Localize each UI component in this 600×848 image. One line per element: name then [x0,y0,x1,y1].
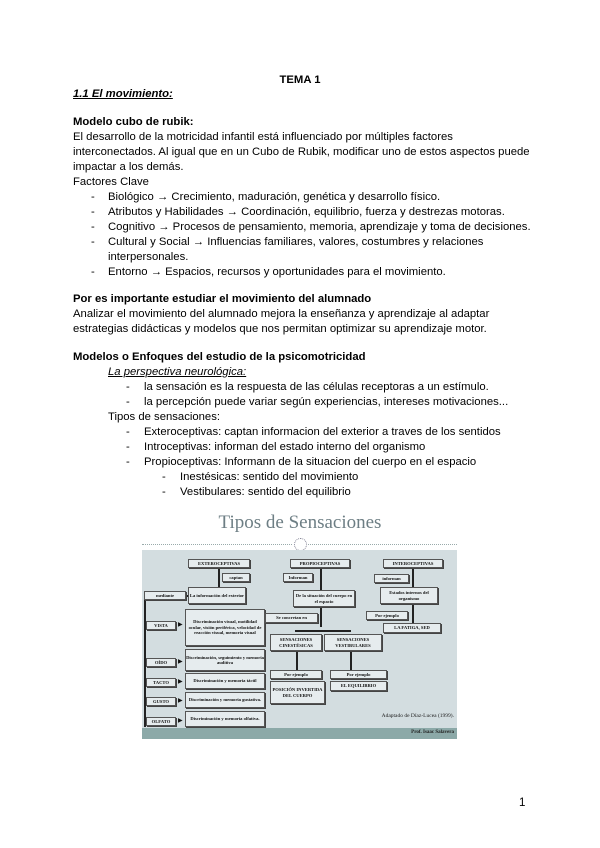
factor-item: Biológico → Crecimiento, maduración, genética y desarrollo físico. [108,191,441,203]
sense-desc-box: Discriminación y memoria olfativa. [185,711,265,727]
info-exterior-box: La información del exterior [188,587,246,604]
mediante-box: mediante [144,591,186,600]
vestibulares-box: SENSACIONES VESTIBULARES [324,634,382,651]
example-box: Por ejemplo [366,611,408,620]
diagram-title: Tipos de Sensaciones [218,512,382,533]
posicion-box: POSICIÓN INVERTIDA DEL CUERPO [270,681,325,704]
subtype-item: Inestésicas: sentido del movimiento [180,471,359,483]
situacion-box: De la situación del cuerpo en el espacio [293,590,355,607]
paragraph-line: interconectados. Al igual que en un Cubo de Rubik, modificar uno de estos aspectos puede [73,146,530,158]
paragraph-line: estrategias didácticas y modelos que nos permitan optimizar su aprendizaje motor. [73,323,487,335]
intero-box: INTEROCEPTIVAS [383,559,443,568]
types-label: Tipos de sensaciones: [108,411,220,423]
factors-label: Factores Clave [73,176,149,188]
divider [308,544,457,545]
factor-item: Entorno → Espacios, recursos y oportunidades para el movimiento. [108,266,446,278]
arrow-icon: ▶ [178,659,183,665]
cinestesicas-box: SENSACIONES CINESTÉSICAS [270,634,322,651]
example-box: Por ejemplo [270,670,322,679]
bullet-dash: - [91,221,95,233]
concretan-box: Se concretan en [265,613,318,623]
diagram-footer-bar [142,728,457,739]
subtype-item: Vestibulares: sentido del equilibrio [180,486,351,498]
connector [218,568,220,587]
connector [320,568,322,590]
diagram-credit: Adaptado de Díaz-Lucea (1999). [381,713,454,719]
sense-desc-box: Discriminación y memoria táctil [185,673,265,689]
connector [412,604,414,623]
diagram-footer-text: Prof. Isaac Salavera [411,730,454,735]
factor-item: Atributos y Habilidades → Coordinación, equilibrio, fuerza y destrezas motoras. [108,206,505,218]
page-number: 1 [519,797,526,809]
type-item: Introceptivas: informan del estado interno del organismo [144,441,426,453]
arrow-icon: ▶ [178,679,183,685]
bullet-dash: - [126,456,130,468]
bullet-dash: - [126,381,130,393]
paragraph-line: Analizar el movimiento del alumnado mejora la enseñanza y aprendizaje al adaptar [73,308,490,320]
divider [142,544,292,545]
bullet-dash: - [126,441,130,453]
type-item: Exteroceptivas: captan informacion del exterior a traves de los sentidos [144,426,501,438]
models-heading: Modelos o Enfoques del estudio de la psicomotricidad [73,351,366,363]
model-item: la percepción puede variar según experiencias, intereses motivaciones... [144,396,509,408]
connector [412,568,414,587]
connector [350,651,352,670]
paragraph-line: El desarrollo de la motricidad infantil está influenciado por múltiples factores [73,131,453,143]
paragraph-line: impactar a los demás. [73,161,184,173]
bullet-dash: - [162,486,166,498]
rubik-heading: Modelo cubo de rubik: [73,116,194,128]
sense-box: OÍDO [146,658,176,667]
bullet-dash: - [91,206,95,218]
importance-heading: Por es importante estudiar el movimiento del alumnado [73,293,372,305]
sensation-types-diagram [140,510,460,740]
extero-box: EXTEROCEPTIVAS [188,559,250,568]
sense-desc-box: Discriminación y memoria gustativa. [185,692,265,708]
page-title: TEMA 1 [279,74,321,86]
informan-box: informan [374,574,409,583]
fatiga-box: LA FATIGA, SED [383,623,441,633]
sense-desc-box: Discriminación visual, motilidad ocular, visión periférica, velocidad de reacción visual, memoria visual [185,609,265,646]
type-item: Propioceptivas: Informann de la situacion del cuerpo en el espacio [144,456,477,468]
propio-box: PROPIOCEPTIVAS [290,559,350,568]
sense-box: GUSTO [146,697,176,706]
bullet-dash: - [162,471,166,483]
sense-box: TACTO [146,678,176,687]
estados-box: Estados internos del organismo [380,587,438,604]
bullet-dash: - [126,426,130,438]
connector [295,630,351,632]
factor-item: Cultural y Social → Influencias familiares, valores, costumbres y relaciones [108,236,484,248]
equilibrio-box: EL EQUILIBRIO [330,681,387,691]
example-box: Por ejemplo [330,670,387,679]
bullet-dash: - [91,266,95,278]
bullet-dash: - [126,396,130,408]
arrow-icon: ▶ [178,698,183,704]
arrow-icon: ▶ [178,622,183,628]
sense-desc-box: Discriminación, seguimiento y memoria auditiva [185,649,265,671]
captan-box: captan [222,573,250,582]
connector [320,607,322,627]
arrow-icon: ▶ [178,718,183,724]
models-subheading: La perspectiva neurológica: [108,366,247,378]
factor-item: Cognitivo → Procesos de pensamiento, memoria, aprendizaje y toma de decisiones. [108,221,531,233]
section-heading: 1.1 El movimiento: [73,88,173,100]
connector [296,651,298,670]
sense-box: OLFATO [146,717,176,726]
bullet-dash: - [91,236,95,248]
factor-item-continuation: interpersonales. [108,251,189,263]
bullet-dash: - [91,191,95,203]
informan-box: Informan [283,573,313,582]
model-item: la sensación es la respuesta de las células receptoras a un estímulo. [144,381,489,393]
sense-box: VISTA [146,621,176,630]
